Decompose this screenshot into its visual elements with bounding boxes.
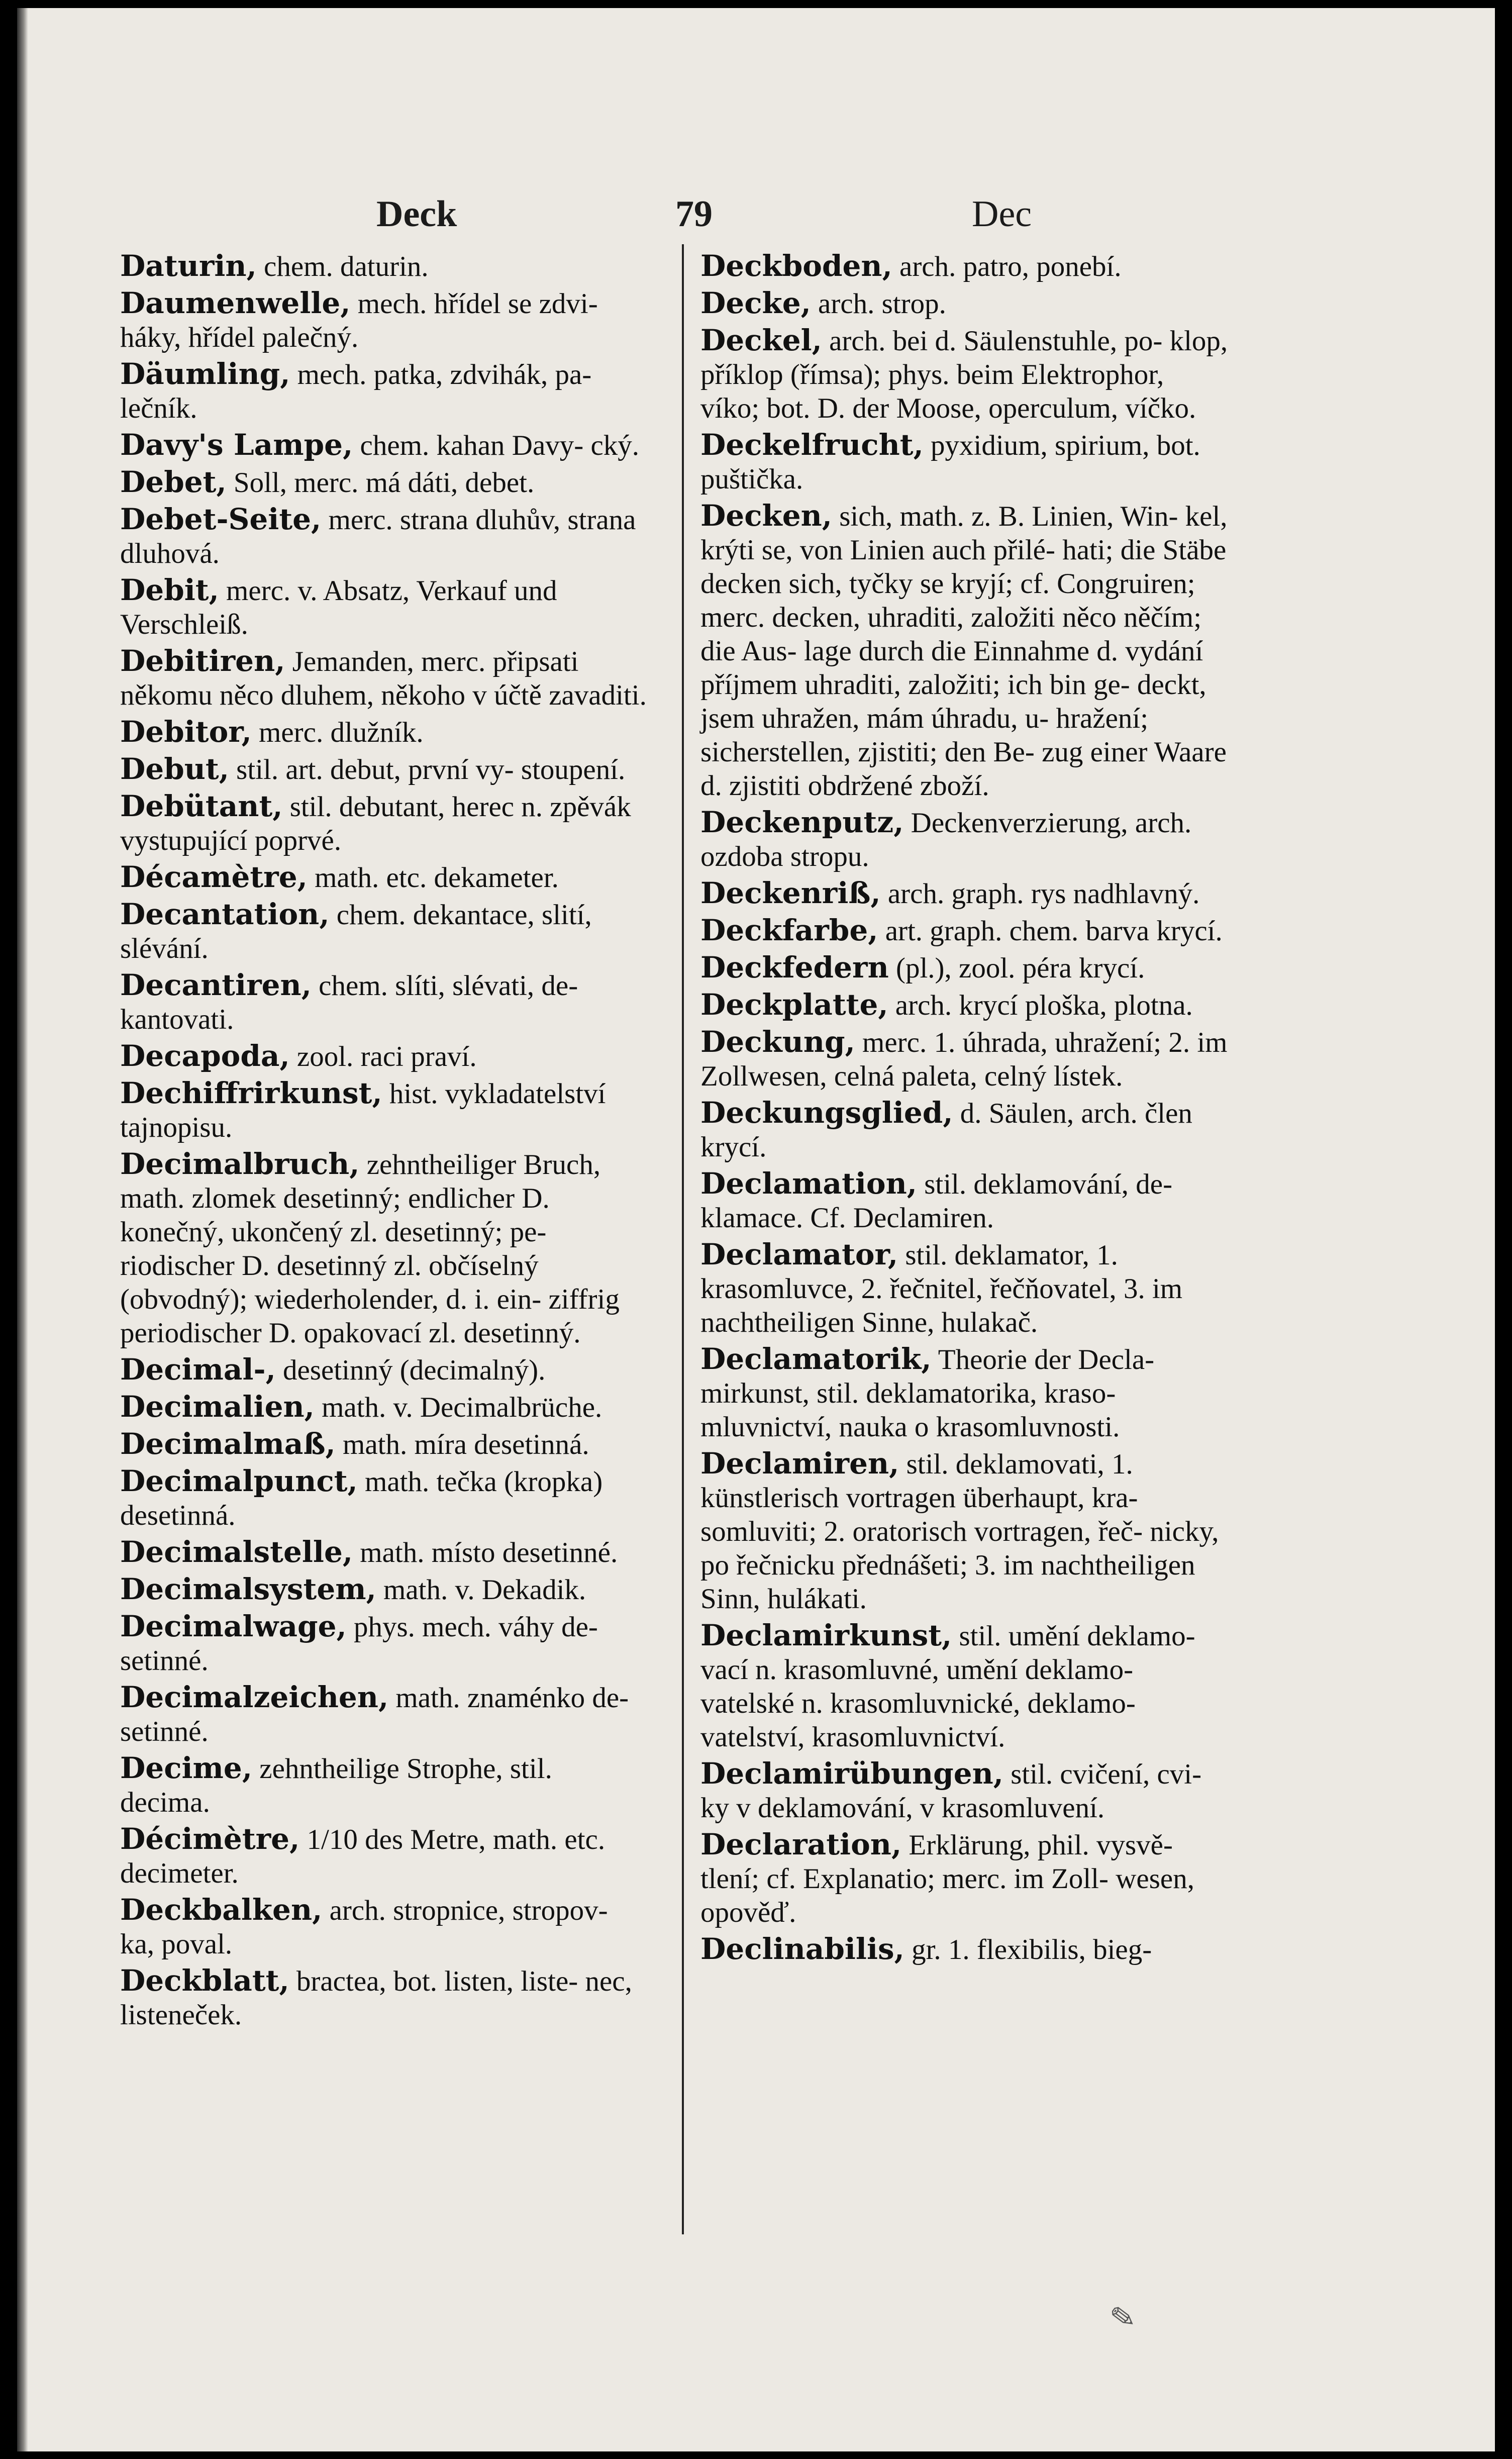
dictionary-entry (120, 1464, 648, 1532)
entry-definition: zool. raci praví. (296, 1041, 477, 1072)
dictionary-entry (120, 1535, 648, 1569)
entry-headword: Décimètre, (120, 1822, 300, 1856)
entry-headword: Decken, (700, 499, 832, 533)
entry-definition: math. místo desetinné. (360, 1537, 618, 1568)
entry-headword: Decime, (120, 1751, 253, 1785)
dictionary-entry (120, 715, 648, 749)
entry-definition: mech. patka, zdvihák, pa- lečník. (120, 359, 592, 424)
dictionary-entry (120, 428, 648, 462)
dictionary-entry (700, 428, 1228, 496)
entry-headword: Deckel, (700, 323, 822, 357)
entry-definition: merc. 1. úhrada, uhražení; 2. im Zollwesen, celná paleta, celný lístek. (700, 1027, 1228, 1092)
entry-headword: Declinabilis, (700, 1932, 904, 1966)
entry-headword: Decimal-, (120, 1352, 276, 1387)
entry-headword: Declamirübungen, (700, 1756, 1003, 1791)
entry-headword: Debütant, (120, 789, 283, 823)
entry-definition: Theorie der Decla- mirkunst, stil. deklamatorika, kraso- mluvnictví, nauka o krasomluvnosti. (700, 1344, 1155, 1443)
page-number: 79 (675, 193, 713, 235)
entry-headword: Deckfedern (700, 950, 889, 985)
entry-definition: pyxidium, spirium, bot. puštička. (700, 430, 1200, 495)
entry-definition: gr. 1. flexibilis, bieg- (912, 1934, 1152, 1965)
dictionary-entry (700, 249, 1228, 283)
dictionary-entry (700, 1828, 1228, 1929)
entry-definition: stil. deklamování, de- klamace. Cf. Declamiren. (700, 1168, 1173, 1234)
dictionary-entry (120, 357, 648, 425)
left-column (120, 249, 648, 2035)
entry-headword: Dechiffrirkunst, (120, 1076, 382, 1110)
dictionary-entry (120, 1893, 648, 1961)
dictionary-entry (120, 1572, 648, 1607)
entry-definition: math. tečka (kropka) desetinná. (120, 1466, 603, 1531)
entry-headword: Decimalsystem, (120, 1572, 376, 1606)
entry-definition: arch. krycí ploška, plotna. (895, 990, 1193, 1021)
entry-definition: bractea, bot. listen, liste- nec, listeneček. (120, 1965, 632, 2031)
entry-definition: 1/10 des Metre, math. etc. decimeter. (120, 1824, 606, 1889)
book-spine-shadow (17, 8, 28, 2451)
entry-headword: Debet-Seite, (120, 502, 322, 536)
dictionary-entry (120, 465, 648, 500)
entry-definition: math. etc. dekameter. (315, 862, 559, 894)
dictionary-entry (700, 1342, 1228, 1444)
entry-definition: chem. dekantace, slití, slévání. (120, 899, 592, 964)
entry-headword: Decimalien, (120, 1390, 315, 1424)
dictionary-entry (700, 988, 1228, 1022)
dictionary-entry (700, 1757, 1228, 1825)
dictionary-entry (120, 1076, 648, 1144)
entry-headword: Decimalpunct, (120, 1464, 358, 1498)
entry-headword: Deckung, (700, 1025, 855, 1059)
entry-definition: chem. kahan Davy- cký. (360, 430, 640, 461)
entry-definition: arch. bei d. Säulenstuhle, po- klop, příklop (římsa); phys. beim Elektrophor, víko; bot. D. der Moose, operculum, víčko. (700, 325, 1228, 424)
entry-definition: arch. stropnice, stropov- ka, poval. (120, 1895, 608, 1960)
entry-headword: Decimalwage, (120, 1609, 347, 1643)
entry-definition: math. znaménko de- setinné. (120, 1682, 629, 1747)
dictionary-entry (120, 790, 648, 857)
entry-headword: Declamiren, (700, 1446, 899, 1481)
entry-definition: merc. strana dluhův, strana dluhová. (120, 504, 636, 569)
entry-definition: desetinný (decimalný). (283, 1354, 546, 1386)
dictionary-entry (700, 324, 1228, 425)
entry-headword: Decke, (700, 286, 811, 320)
entry-headword: Declamatorik, (700, 1342, 932, 1376)
dictionary-entry (120, 1751, 648, 1819)
entry-headword: Declamator, (700, 1237, 898, 1271)
entry-headword: Decantiren, (120, 968, 312, 1002)
entry-definition: stil. deklamator, 1. krasomluvce, 2. řečnitel, řečňovatel, 3. im nachtheiligen Sinne, hulakač. (700, 1239, 1183, 1338)
dictionary-entry (700, 1238, 1228, 1339)
entry-headword: Deckbalken, (120, 1893, 323, 1927)
entry-definition: stil. umění deklamo- vací n. krasomluvné, umění deklamo- vatelské n. krasomluvnické, deklamo- vatelství, krasomluvnictví. (700, 1620, 1195, 1753)
entry-definition: merc. v. Absatz, Verkauf und Verschleiß. (120, 575, 557, 640)
entry-definition: stil. debutant, herec n. zpěvák vystupující poprvé. (120, 791, 631, 856)
entry-headword: Debitor, (120, 715, 252, 749)
entry-headword: Decimalstelle, (120, 1535, 353, 1569)
entry-definition: math. v. Decimalbrüche. (322, 1392, 602, 1423)
dictionary-entry (120, 1353, 648, 1387)
entry-definition: sich, math. z. B. Linien, Win- kel, krýti se, von Linien auch přilé- hati; die Stäbe decken sich, tyčky se kryjí; cf. Congruiren; merc. decken, uhraditi, založiti něco něčím; die Aus- lage durch die Einnahme d. vydání příjmem uhraditi, založiti; ich bin ge- deckt, jsem uhražen, mám úhradu, u- hražení; sicherstellen, zjistiti; den Be- zug einer Waare d. zjistiti obdržené zboží. (700, 501, 1228, 802)
entry-definition: chem. daturin. (264, 251, 429, 282)
entry-definition: Erklärung, phil. vysvě- tlení; cf. Explanatio; merc. im Zoll- wesen, opověď. (700, 1829, 1194, 1928)
entry-headword: Daturin, (120, 249, 257, 283)
entry-headword: Deckboden, (700, 249, 892, 283)
dictionary-entry (120, 968, 648, 1036)
entry-headword: Deckfarbe, (700, 913, 878, 947)
entry-headword: Debut, (120, 752, 229, 786)
entry-headword: Deckplatte, (700, 988, 888, 1022)
dictionary-entry (700, 1096, 1228, 1164)
entry-definition: art. graph. chem. barva krycí. (885, 915, 1223, 947)
dictionary-entry (120, 1147, 648, 1350)
dictionary-entry (120, 1427, 648, 1461)
entry-definition: Deckenverzierung, arch. ozdoba stropu. (700, 807, 1192, 872)
entry-headword: Davy's Lampe, (120, 428, 353, 462)
entry-definition: math. míra desetinná. (343, 1429, 589, 1460)
dictionary-entry (700, 1025, 1228, 1093)
entry-headword: Declamirkunst, (700, 1618, 952, 1652)
dictionary-entry (700, 876, 1228, 911)
entry-headword: Decimalzeichen, (120, 1680, 389, 1714)
entry-definition: arch. strop. (818, 288, 946, 320)
entry-definition: merc. dlužník. (259, 717, 424, 748)
entry-definition: chem. slíti, slévati, de- kantovati. (120, 970, 578, 1035)
entry-headword: Debit, (120, 573, 219, 607)
dictionary-entry (120, 860, 648, 895)
entry-headword: Deckelfrucht, (700, 428, 924, 462)
dictionary-entry (120, 249, 648, 283)
dictionary-entry (700, 951, 1228, 985)
dictionary-entry (700, 914, 1228, 948)
entry-definition: stil. cvičení, cvi- ky v deklamování, v krasomluvení. (700, 1758, 1202, 1824)
dictionary-entry (120, 1039, 648, 1073)
entry-definition: (pl.), zool. péra krycí. (895, 952, 1145, 984)
right-column (700, 249, 1228, 1970)
entry-headword: Deckenputz, (700, 805, 904, 839)
entry-headword: Declaration, (700, 1827, 902, 1861)
dictionary-entry (120, 1610, 648, 1678)
dictionary-entry (120, 644, 648, 712)
entry-definition: zehntheilige Strophe, stil. decima. (120, 1753, 552, 1818)
dictionary-entry (700, 1932, 1228, 1966)
entry-definition: math. v. Dekadik. (383, 1574, 586, 1606)
dictionary-entry (700, 1619, 1228, 1754)
page-header (17, 184, 1495, 244)
dictionary-entry (120, 286, 648, 354)
entry-definition: stil. art. debut, první vy- stoupení. (236, 754, 626, 785)
entry-definition: mech. hřídel se zdvi- háky, hřídel palečný. (120, 288, 598, 353)
entry-definition: d. Säulen, arch. člen krycí. (700, 1098, 1192, 1163)
dictionary-entry (700, 286, 1228, 321)
dictionary-entry (120, 573, 648, 641)
entry-definition: Soll, merc. má dáti, debet. (233, 467, 535, 499)
entry-headword: Deckenriß, (700, 876, 881, 910)
ink-mark: ✎ (1107, 2298, 1138, 2337)
dictionary-entry (700, 806, 1228, 873)
entry-definition: Jemanden, merc. připsati někomu něco dluhem, někoho v účtě zavaditi. (120, 646, 647, 711)
entry-definition: phys. mech. váhy de- setinné. (120, 1611, 598, 1677)
entry-headword: Decimalmaß, (120, 1427, 336, 1461)
dictionary-entry (700, 1447, 1228, 1616)
entry-headword: Deckblatt, (120, 1963, 289, 1998)
entry-definition: zehntheiliger Bruch, math. zlomek desetinný; endlicher D. konečný, ukončený zl. desetinný; pe- riodischer D. desetinný zl. občíselný (obvodný); wiederholender, d. i. ein- ziffrig periodischer D. opakovací zl. desetinný. (120, 1149, 620, 1349)
dictionary-entry (120, 898, 648, 965)
entry-headword: Däumling, (120, 357, 290, 391)
entry-headword: Deckungsglied, (700, 1096, 953, 1130)
entry-definition: stil. deklamovati, 1. künstlerisch vortragen überhaupt, kra- somluviti; 2. oratorisch vortragen, řeč- nicky, po řečnicku přednášeti; 3. im nachtheiligen Sinn, hulákati. (700, 1448, 1219, 1615)
entry-headword: Daumenwelle, (120, 286, 351, 320)
entry-definition: hist. vykladatelství tajnopisu. (120, 1078, 606, 1143)
dictionary-entry (120, 1681, 648, 1748)
dictionary-page (17, 8, 1495, 2451)
entry-headword: Decapoda, (120, 1039, 290, 1073)
dictionary-entry (120, 1822, 648, 1890)
entry-headword: Décamètre, (120, 860, 308, 894)
dictionary-entry (120, 1390, 648, 1424)
header-right-word: Dec (972, 193, 1032, 235)
entry-headword: Debitiren, (120, 644, 285, 678)
entry-definition: arch. patro, ponebí. (899, 251, 1122, 282)
dictionary-entry (700, 1167, 1228, 1235)
entry-headword: Decantation, (120, 897, 330, 931)
entry-headword: Decimalbruch, (120, 1147, 360, 1181)
dictionary-entry (120, 503, 648, 570)
dictionary-entry (120, 1964, 648, 2032)
dictionary-entry (120, 752, 648, 786)
entry-headword: Declamation, (700, 1166, 917, 1201)
header-left-word: Deck (376, 193, 457, 235)
entry-headword: Debet, (120, 465, 227, 499)
dictionary-entry (700, 499, 1228, 803)
entry-definition: arch. graph. rys nadhlavný. (887, 878, 1200, 910)
column-divider (682, 244, 684, 2234)
